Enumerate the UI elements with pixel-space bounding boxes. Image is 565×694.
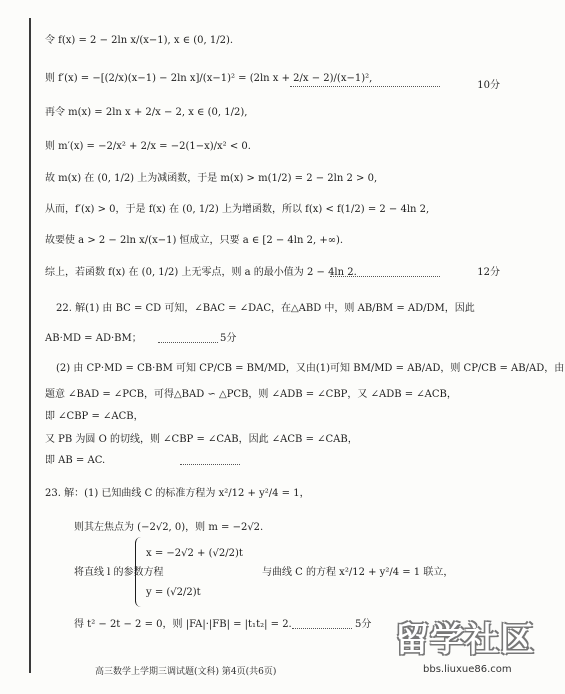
page-footer: 高三数学上学期三调试题(文科) 第4页(共6页): [95, 667, 277, 677]
text-line-7: 故要使 a > 2 − 2ln x/(x−1) 恒成立，只要 a ∈ [2 − 4ln 2, +∞).: [45, 235, 344, 246]
score-5-a: 5分: [220, 333, 237, 344]
leader-dots: [158, 342, 218, 343]
text-line-15: 即 AB = AC.: [45, 455, 106, 466]
text-line-9: 22. 解(1) 由 BC = CD 可知，∠BAC = ∠DAC，在△ABD 中，则 AB/BM = AD/DM，因此: [56, 303, 475, 314]
text-line-8: 综上，若函数 f(x) 在 (0, 1/2) 上无零点，则 a 的最小值为 2 − 4ln 2.: [45, 267, 357, 278]
score-5-b: 5分: [355, 619, 372, 630]
param-eq-y: y = (√2/2)t: [146, 587, 201, 598]
leader-dots: [330, 276, 440, 277]
text-line-11: (2) 由 CP·MD = CB·BM 可知 CP/CB = BM/MD，又由(1)可知 BM/MD = AB/AD，则 CP/CB = AB/AD，由: [56, 363, 565, 374]
score-10: 10分: [477, 80, 500, 91]
param-eq-x: x = −2√2 + (√2/2)t: [146, 548, 243, 559]
text-line-5: 故 m(x) 在 (0, 1/2) 上为减函数，于是 m(x) > m(1/2) = 2 − 2ln 2 > 0,: [45, 173, 378, 184]
leader-dots: [290, 86, 440, 87]
watermark-logo: [395, 620, 555, 680]
text-line-14: 又 PB 为圆 O 的切线，则 ∠CBP = ∠CAB，因此 ∠ACB = ∠CAB，: [45, 434, 358, 445]
text-line-18: 将直线 l 的参数方程: [74, 567, 164, 578]
text-line-13: 即 ∠CBP = ∠ACB，: [45, 411, 144, 422]
binding-line: [29, 18, 31, 673]
text-line-6: 从而，f′(x) > 0，于是 f(x) 在 (0, 1/2) 上为增函数，所以 f(x) < f(1/2) = 2 − 4ln 2,: [45, 204, 430, 215]
leader-dots: [180, 464, 240, 465]
text-line-4: 则 m′(x) = −2/x² + 2/x = −2(1−x)/x² < 0.: [45, 141, 251, 152]
text-line-2: 则 f′(x) = −[(2/x)(x−1) − 2ln x]/(x−1)² = (2ln x + 2/x − 2)/(x−1)²,: [45, 73, 373, 84]
text-line-19: 得 t² − 2t − 2 = 0，则 |FA|·|FB| = |t₁t₂| = 2.: [74, 619, 292, 630]
text-line-3: 再令 m(x) = 2ln x + 2/x − 2, x ∈ (0, 1/2),: [45, 107, 248, 118]
text-line-12: 题意 ∠BAD = ∠PCB，可得△BAD ∽ △PCB，则 ∠ADB = ∠CBP，又 ∠ADB = ∠ACB，: [45, 389, 457, 400]
text-line-17: 则其左焦点为 (−2√2, 0)，则 m = −2√2.: [74, 522, 264, 533]
score-12: 12分: [477, 267, 500, 278]
watermark-url: bbs.liuxue86.com: [423, 664, 512, 675]
text-line-18-tail: 与曲线 C 的方程 x²/12 + y²/4 = 1 联立，: [262, 567, 454, 578]
leader-dots: [292, 628, 352, 629]
watermark-title: 留学社区: [395, 620, 535, 660]
text-line-16: 23. 解：(1) 已知曲线 C 的标准方程为 x²/12 + y²/4 = 1，: [45, 488, 310, 499]
text-line-1: 令 f(x) = 2 − 2ln x/(x−1), x ∈ (0, 1/2).: [45, 35, 234, 46]
text-line-10: AB·MD = AD·BM；: [45, 333, 142, 344]
